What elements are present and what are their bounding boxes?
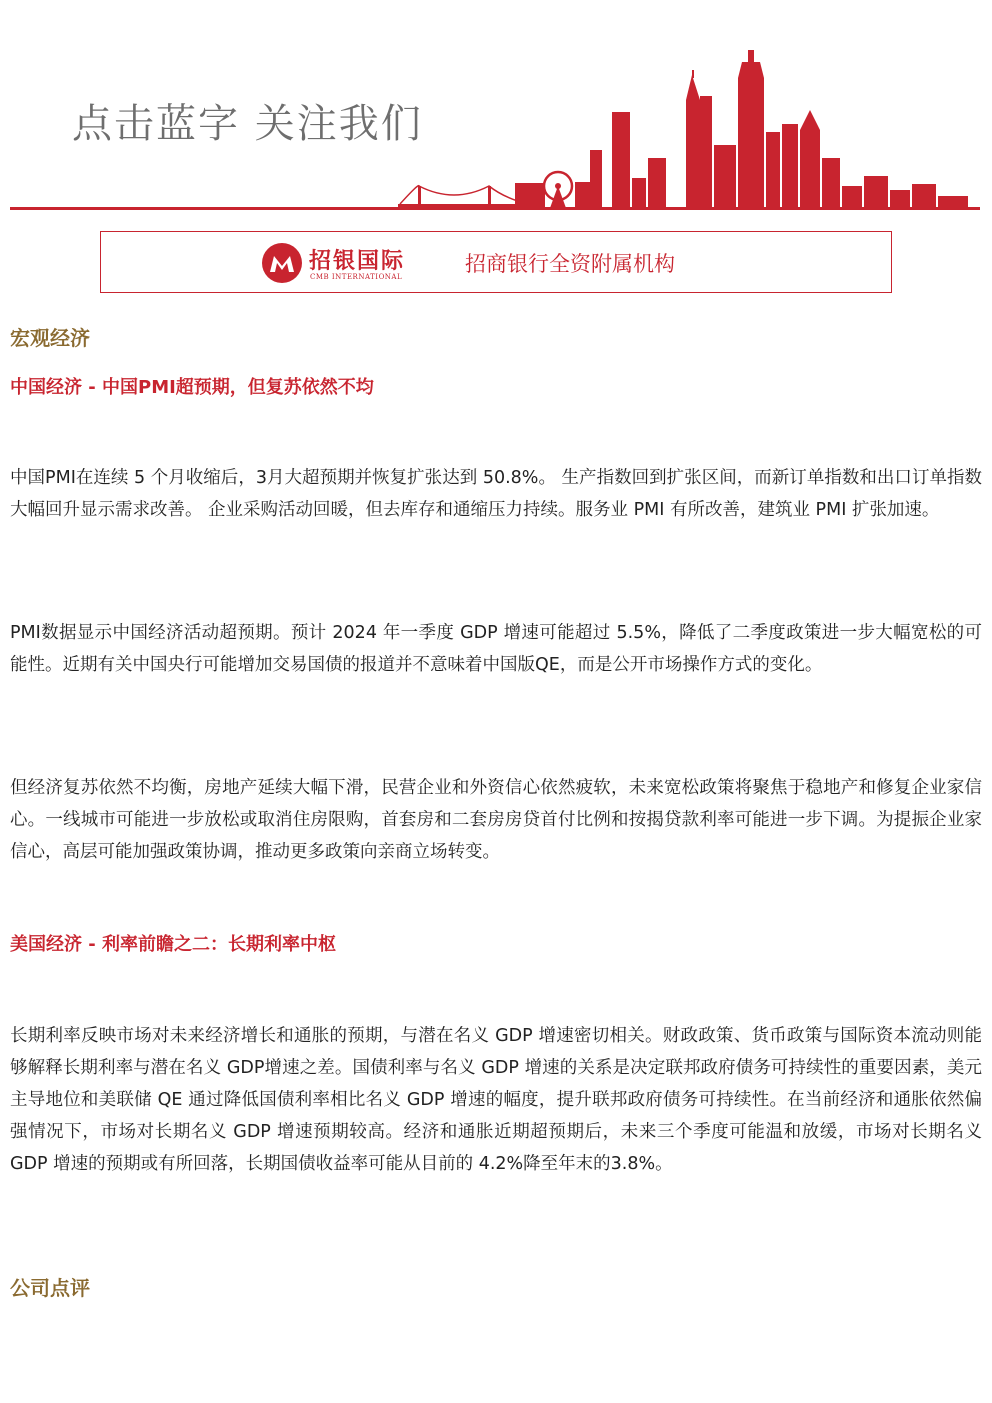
brand-name-cn: 招银国际 [309,249,406,274]
cmb-logo-icon [261,242,303,284]
article-title-us: 美国经济 - 利率前瞻之二：长期利率中枢 [10,934,337,955]
us-paragraph-1: 长期利率反映市场对未来经济增长和通胀的预期，与潜在名义 GDP 增速密切相关。财政政策、货币政策与国际资本流动则能够解释长期利率与潜在名义 GDP增速之差。国债利率与名义 GDP 增速的关系是决定联邦政府债务可持续性的重要因素，美元主导地位和美联储 QE 通过降低国债利率相比名义 GDP 增速的幅度，提升联邦政府债务可持续性。在当前经济和通胀依然偏强情况下，市场对长期名义 GDP 增速预期较高。经济和通胀近期超预期后，未来三个季度可能温和放缓，市场对长期名义 GDP 增速的预期或有所回落，长期国债收益率可能从目前的 4.2%降至年末的3.8%。 [10,1026,982,1174]
china-paragraph-3: 但经济复苏依然不均衡，房地产延续大幅下滑，民营企业和外资信心依然疲软，未来宽松政策将聚焦于稳地产和修复企业家信心。一线城市可能进一步放松或取消住房限购，首套房和二套房房贷首付比例和按揭贷款利率可能进一步下调。为提振企业家信心，高层可能加强政策协调，推动更多政策向亲商立场转变。 [10,778,982,862]
section-heading-macro: 宏观经济 [10,326,90,350]
section-heading-company: 公司点评 [10,1276,90,1300]
article-title-china: 中国经济 - 中国PMI超预期，但复苏依然不均 [10,377,374,398]
china-paragraph-1: 中国PMI在连续 5 个月收缩后，3月大超预期并恢复扩张达到 50.8%。 生产指数回到扩张区间，而新订单指数和出口订单指数大幅回升显示需求改善。 企业采购活动回暖，但去库存和通缩压力持续。服务业 PMI 有所改善，建筑业 PMI 扩张加速。 [10,468,982,520]
brand-name-en: CMB INTERNATIONAL [310,273,403,281]
header-banner [0,0,992,215]
china-paragraph-2: PMI数据显示中国经济活动超预期。预计 2024 年一季度 GDP 增速可能超过 5.5%，降低了二季度政策进一步大幅宽松的可能性。近期有关中国央行可能增加交易国债的报道并不意味着中国版QE，而是公开市场操作方式的变化。 [10,623,982,675]
brand-banner[interactable] [100,231,892,293]
follow-us-slogan: 点击蓝字 关注我们 [72,101,423,147]
brand-tagline: 招商银行全资附属机构 [465,252,675,276]
